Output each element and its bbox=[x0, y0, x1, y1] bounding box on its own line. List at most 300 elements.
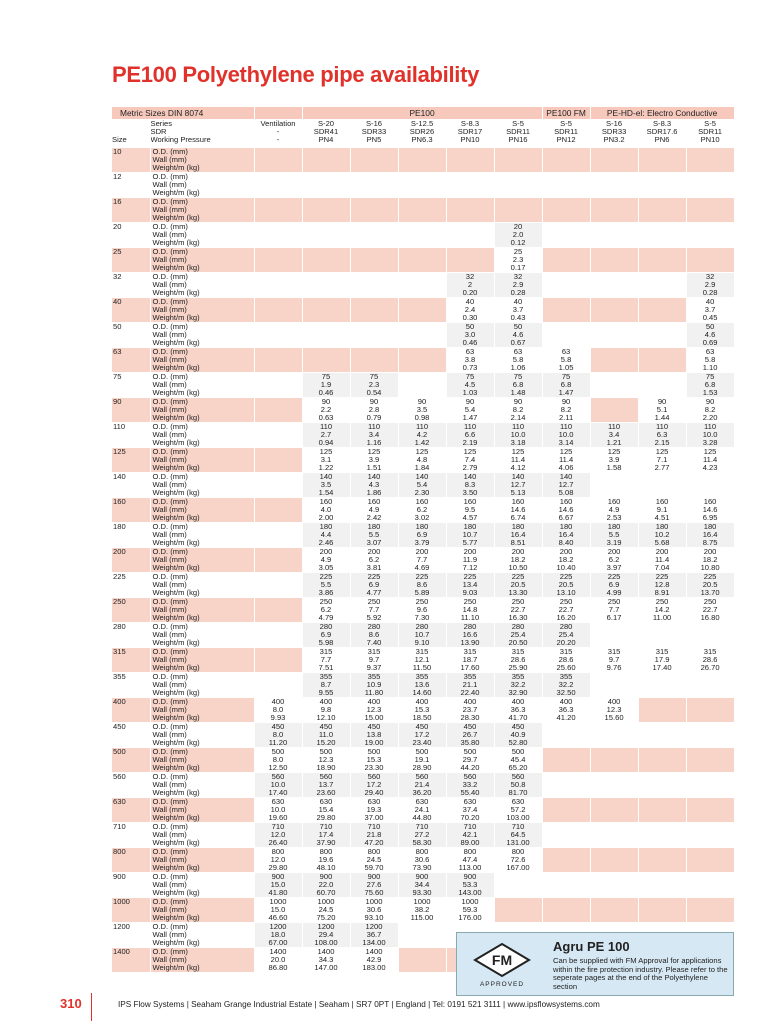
value-cell: 90 5.1 1.44 bbox=[638, 398, 686, 423]
value-cell bbox=[254, 273, 302, 298]
property-label: Wall (mm) bbox=[152, 280, 187, 289]
value-cell bbox=[302, 248, 350, 273]
property-label: O.D. (mm) bbox=[152, 622, 188, 631]
value-cell: 355 8.7 9.55 bbox=[302, 673, 350, 698]
property-label: Weight/m (kg) bbox=[152, 388, 200, 397]
value-cell bbox=[590, 748, 638, 773]
value-cell bbox=[254, 223, 302, 248]
value-cell: 280 25.4 20.50 bbox=[494, 623, 542, 648]
value-cell: 400 9.8 12.10 bbox=[302, 698, 350, 723]
value-cell bbox=[590, 848, 638, 873]
value-cell bbox=[638, 748, 686, 773]
value-cell bbox=[302, 223, 350, 248]
value-cell bbox=[398, 323, 446, 348]
property-label: Weight/m (kg) bbox=[152, 763, 200, 772]
value-cell bbox=[542, 873, 590, 898]
column-sdr: SDR17.6 bbox=[646, 127, 678, 136]
column-header bbox=[350, 119, 398, 148]
value-cell: 200 18.2 10.40 bbox=[542, 548, 590, 573]
column-series: Ventilation bbox=[260, 119, 296, 128]
value-cell: 710 21.8 47.20 bbox=[350, 823, 398, 848]
property-label: O.D. (mm) bbox=[152, 472, 188, 481]
value-cell: 75 1.9 0.46 bbox=[302, 373, 350, 398]
column-header bbox=[398, 119, 446, 148]
value-cell: 75 6.8 1.48 bbox=[494, 373, 542, 398]
value-cell bbox=[398, 298, 446, 323]
ventilation-group-header bbox=[254, 107, 302, 119]
property-label: Wall (mm) bbox=[152, 380, 187, 389]
value-cell bbox=[302, 198, 350, 223]
value-cell: 560 21.4 36.20 bbox=[398, 773, 446, 798]
property-label: Weight/m (kg) bbox=[152, 363, 200, 372]
value-cell: 140 4.3 1.86 bbox=[350, 473, 398, 498]
value-cell bbox=[254, 323, 302, 348]
value-cell: 1200 18.0 67.00 bbox=[254, 923, 302, 948]
value-cell: 90 3.5 0.98 bbox=[398, 398, 446, 423]
value-cell bbox=[686, 773, 734, 798]
working-pressure-label: Working Pressure bbox=[150, 135, 211, 144]
value-cell bbox=[254, 148, 302, 173]
value-cell: 225 6.9 4.77 bbox=[350, 573, 398, 598]
value-cell: 250 7.7 5.92 bbox=[350, 598, 398, 623]
column-header bbox=[686, 119, 734, 148]
value-cell bbox=[686, 623, 734, 648]
column-pn: PN10 bbox=[460, 135, 480, 144]
property-label: Weight/m (kg) bbox=[152, 163, 200, 172]
value-cell: 225 8.6 5.89 bbox=[398, 573, 446, 598]
page-title: PE100 Polyethylene pipe availability bbox=[112, 62, 480, 87]
value-cell: 280 25.4 20.20 bbox=[542, 623, 590, 648]
table-row bbox=[112, 773, 734, 798]
property-label: Weight/m (kg) bbox=[152, 463, 200, 472]
value-cell: 560 17.2 29.40 bbox=[350, 773, 398, 798]
value-cell bbox=[302, 298, 350, 323]
table-row bbox=[112, 648, 734, 673]
value-cell: 180 5.5 3.19 bbox=[590, 523, 638, 548]
value-cell bbox=[590, 373, 638, 398]
value-cell: 90 8.2 2.14 bbox=[494, 398, 542, 423]
value-cell bbox=[542, 748, 590, 773]
property-labels bbox=[150, 198, 254, 223]
column-sdr: SDR11 bbox=[506, 127, 530, 136]
property-label: Weight/m (kg) bbox=[152, 263, 200, 272]
size-cell: 900 bbox=[112, 873, 150, 898]
size-cell: 560 bbox=[112, 773, 150, 798]
table-row bbox=[112, 423, 734, 448]
column-series: S-16 bbox=[365, 119, 383, 128]
size-cell: 32 bbox=[112, 273, 150, 298]
property-label: O.D. (mm) bbox=[152, 397, 188, 406]
series-label-cell bbox=[150, 119, 254, 148]
value-cell: 110 10.0 3.18 bbox=[494, 423, 542, 448]
pe100-fm-group-header: PE100 FM bbox=[542, 107, 590, 119]
property-label: Wall (mm) bbox=[152, 755, 187, 764]
size-cell: 160 bbox=[112, 498, 150, 523]
property-label: O.D. (mm) bbox=[152, 322, 188, 331]
value-cell: 40 3.7 0.43 bbox=[494, 298, 542, 323]
value-cell: 160 6.2 3.02 bbox=[398, 498, 446, 523]
value-cell: 225 5.5 3.86 bbox=[302, 573, 350, 598]
value-cell: 63 5.8 1.10 bbox=[686, 348, 734, 373]
property-label: Weight/m (kg) bbox=[152, 813, 200, 822]
value-cell: 140 12.7 5.13 bbox=[494, 473, 542, 498]
property-labels bbox=[150, 898, 254, 923]
value-cell bbox=[254, 198, 302, 223]
value-cell bbox=[686, 698, 734, 723]
value-cell bbox=[494, 198, 542, 223]
value-cell: 140 3.5 1.54 bbox=[302, 473, 350, 498]
value-cell: 450 26.7 35.80 bbox=[446, 723, 494, 748]
size-cell: 140 bbox=[112, 473, 150, 498]
value-cell: 140 5.4 2.30 bbox=[398, 473, 446, 498]
property-label: Weight/m (kg) bbox=[152, 288, 200, 297]
value-cell bbox=[686, 223, 734, 248]
column-sdr: SDR33 bbox=[361, 127, 387, 136]
value-cell: 710 64.5 131.00 bbox=[494, 823, 542, 848]
value-cell: 250 7.7 6.17 bbox=[590, 598, 638, 623]
value-cell bbox=[686, 848, 734, 873]
property-labels bbox=[150, 223, 254, 248]
property-labels bbox=[150, 273, 254, 298]
value-cell bbox=[494, 898, 542, 923]
property-label: Wall (mm) bbox=[152, 880, 187, 889]
value-cell bbox=[398, 923, 446, 948]
value-cell bbox=[590, 298, 638, 323]
value-cell: 32 2 0.20 bbox=[446, 273, 494, 298]
property-label: Weight/m (kg) bbox=[152, 688, 200, 697]
value-cell: 500 45.4 65.20 bbox=[494, 748, 542, 773]
column-header bbox=[638, 119, 686, 148]
value-cell bbox=[638, 148, 686, 173]
value-cell bbox=[590, 198, 638, 223]
property-labels bbox=[150, 873, 254, 898]
value-cell: 400 12.3 15.60 bbox=[590, 698, 638, 723]
value-cell bbox=[590, 798, 638, 823]
value-cell: 1400 42.9 183.00 bbox=[350, 948, 398, 973]
property-label: Wall (mm) bbox=[152, 305, 187, 314]
value-cell: 450 17.2 23.40 bbox=[398, 723, 446, 748]
value-cell: 500 15.3 23.30 bbox=[350, 748, 398, 773]
property-label: Wall (mm) bbox=[152, 955, 187, 964]
property-label: O.D. (mm) bbox=[152, 447, 188, 456]
property-labels bbox=[150, 923, 254, 948]
value-cell: 800 47.4 113.00 bbox=[446, 848, 494, 873]
table-row bbox=[112, 598, 734, 623]
value-cell bbox=[542, 148, 590, 173]
value-cell bbox=[446, 148, 494, 173]
value-cell bbox=[590, 148, 638, 173]
value-cell: 500 29.7 44.20 bbox=[446, 748, 494, 773]
value-cell bbox=[398, 948, 446, 973]
value-cell bbox=[542, 173, 590, 198]
property-label: Weight/m (kg) bbox=[152, 863, 200, 872]
property-label: Wall (mm) bbox=[152, 655, 187, 664]
value-cell bbox=[302, 148, 350, 173]
size-cell: 50 bbox=[112, 323, 150, 348]
size-cell: 12 bbox=[112, 173, 150, 198]
value-cell: 630 19.3 37.00 bbox=[350, 798, 398, 823]
value-cell: 125 11.4 4.06 bbox=[542, 448, 590, 473]
property-label: Weight/m (kg) bbox=[152, 213, 200, 222]
column-pn: PN6 bbox=[654, 135, 670, 144]
value-cell: 50 4.6 0.69 bbox=[686, 323, 734, 348]
column-sdr: SDR33 bbox=[601, 127, 627, 136]
value-cell: 355 10.9 11.80 bbox=[350, 673, 398, 698]
value-cell: 630 10.0 19.60 bbox=[254, 798, 302, 823]
property-label: Weight/m (kg) bbox=[152, 613, 200, 622]
value-cell: 1400 34.3 147.00 bbox=[302, 948, 350, 973]
value-cell: 355 32.2 32.90 bbox=[494, 673, 542, 698]
table-row bbox=[112, 198, 734, 223]
value-cell bbox=[446, 248, 494, 273]
value-cell: 280 10.7 9.10 bbox=[398, 623, 446, 648]
property-labels bbox=[150, 573, 254, 598]
property-labels bbox=[150, 948, 254, 973]
value-cell: 315 28.6 25.90 bbox=[494, 648, 542, 673]
property-label: Wall (mm) bbox=[152, 155, 187, 164]
property-label: O.D. (mm) bbox=[152, 247, 188, 256]
property-label: Wall (mm) bbox=[152, 355, 187, 364]
property-label: Weight/m (kg) bbox=[152, 438, 200, 447]
value-cell: 355 32.2 32.50 bbox=[542, 673, 590, 698]
footer-divider bbox=[91, 993, 92, 1021]
property-label: Wall (mm) bbox=[152, 505, 187, 514]
value-cell bbox=[398, 248, 446, 273]
property-label: Weight/m (kg) bbox=[152, 413, 200, 422]
fm-box-text: Can be supplied with FM Approval for applications within the fire protection industry. Please refer to the seperate pages at the end of the Polyethylene section bbox=[553, 956, 728, 991]
property-label: Weight/m (kg) bbox=[152, 838, 200, 847]
property-label: Wall (mm) bbox=[152, 780, 187, 789]
value-cell bbox=[254, 548, 302, 573]
value-cell: 560 10.0 17.40 bbox=[254, 773, 302, 798]
value-cell: 710 17.4 37.90 bbox=[302, 823, 350, 848]
value-cell bbox=[254, 648, 302, 673]
table-row bbox=[112, 473, 734, 498]
table-row bbox=[112, 223, 734, 248]
property-labels bbox=[150, 748, 254, 773]
size-cell: 710 bbox=[112, 823, 150, 848]
value-cell bbox=[302, 273, 350, 298]
column-sdr: SDR11 bbox=[554, 127, 579, 136]
value-cell bbox=[686, 723, 734, 748]
property-label: Wall (mm) bbox=[152, 630, 187, 639]
value-cell: 225 20.5 13.70 bbox=[686, 573, 734, 598]
size-cell: 25 bbox=[112, 248, 150, 273]
value-cell: 90 2.8 0.79 bbox=[350, 398, 398, 423]
value-cell: 160 4.9 2.42 bbox=[350, 498, 398, 523]
value-cell bbox=[350, 198, 398, 223]
table-row bbox=[112, 823, 734, 848]
value-cell: 125 11.4 4.23 bbox=[686, 448, 734, 473]
column-pn: PN5 bbox=[366, 135, 382, 144]
value-cell bbox=[638, 698, 686, 723]
value-cell: 900 22.0 60.70 bbox=[302, 873, 350, 898]
column-pn: PN10 bbox=[700, 135, 720, 144]
value-cell: 200 6.2 3.97 bbox=[590, 548, 638, 573]
value-cell: 355 13.6 14.60 bbox=[398, 673, 446, 698]
value-cell bbox=[590, 723, 638, 748]
value-cell: 180 4.4 2.46 bbox=[302, 523, 350, 548]
property-labels bbox=[150, 148, 254, 173]
value-cell: 500 8.0 12.50 bbox=[254, 748, 302, 773]
property-label: O.D. (mm) bbox=[152, 422, 188, 431]
value-cell: 900 27.6 75.60 bbox=[350, 873, 398, 898]
value-cell bbox=[542, 223, 590, 248]
value-cell bbox=[350, 223, 398, 248]
value-cell bbox=[350, 298, 398, 323]
value-cell: 20 2.0 0.12 bbox=[494, 223, 542, 248]
value-cell: 400 23.7 28.30 bbox=[446, 698, 494, 723]
value-cell: 110 3.4 1.21 bbox=[590, 423, 638, 448]
property-label: O.D. (mm) bbox=[152, 197, 188, 206]
property-label: O.D. (mm) bbox=[152, 697, 188, 706]
column-header bbox=[494, 119, 542, 148]
column-header-row bbox=[112, 119, 734, 148]
column-sdr: SDR11 bbox=[698, 127, 723, 136]
property-label: Wall (mm) bbox=[152, 605, 187, 614]
property-label: Wall (mm) bbox=[152, 555, 187, 564]
value-cell bbox=[494, 873, 542, 898]
property-label: Weight/m (kg) bbox=[152, 738, 200, 747]
property-label: Wall (mm) bbox=[152, 330, 187, 339]
fm-approval-box bbox=[456, 932, 734, 996]
table-row bbox=[112, 298, 734, 323]
value-cell: 110 6.3 2.15 bbox=[638, 423, 686, 448]
property-label: O.D. (mm) bbox=[152, 297, 188, 306]
value-cell bbox=[446, 198, 494, 223]
value-cell: 160 4.9 2.53 bbox=[590, 498, 638, 523]
value-cell: 450 40.9 52.80 bbox=[494, 723, 542, 748]
value-cell bbox=[638, 798, 686, 823]
value-cell bbox=[398, 348, 446, 373]
column-pn: PN6.3 bbox=[411, 135, 433, 144]
value-cell bbox=[254, 623, 302, 648]
property-label: O.D. (mm) bbox=[152, 897, 188, 906]
property-label: Weight/m (kg) bbox=[152, 913, 200, 922]
column-header bbox=[302, 119, 350, 148]
value-cell bbox=[254, 473, 302, 498]
value-cell: 160 14.6 6.74 bbox=[494, 498, 542, 523]
value-cell: 110 6.6 2.19 bbox=[446, 423, 494, 448]
value-cell: 160 14.6 6.95 bbox=[686, 498, 734, 523]
property-labels bbox=[150, 798, 254, 823]
size-cell: 10 bbox=[112, 148, 150, 173]
value-cell: 1000 24.5 75.20 bbox=[302, 898, 350, 923]
value-cell bbox=[542, 798, 590, 823]
value-cell: 225 12.8 8.91 bbox=[638, 573, 686, 598]
column-header bbox=[446, 119, 494, 148]
column-series: S-8.3 bbox=[652, 119, 672, 128]
value-cell bbox=[590, 223, 638, 248]
value-cell bbox=[590, 823, 638, 848]
value-cell bbox=[638, 248, 686, 273]
size-cell: 16 bbox=[112, 198, 150, 223]
property-label: O.D. (mm) bbox=[152, 947, 188, 956]
value-cell bbox=[686, 248, 734, 273]
value-cell bbox=[254, 573, 302, 598]
property-label: Weight/m (kg) bbox=[152, 238, 200, 247]
value-cell bbox=[254, 598, 302, 623]
value-cell bbox=[686, 798, 734, 823]
value-cell: 32 2.9 0.28 bbox=[686, 273, 734, 298]
table-row bbox=[112, 273, 734, 298]
table-row bbox=[112, 673, 734, 698]
value-cell: 110 2.7 0.94 bbox=[302, 423, 350, 448]
value-cell: 200 4.9 3.05 bbox=[302, 548, 350, 573]
property-label: Weight/m (kg) bbox=[152, 938, 200, 947]
value-cell: 450 13.8 19.00 bbox=[350, 723, 398, 748]
value-cell: 1200 29.4 108.00 bbox=[302, 923, 350, 948]
column-sdr: SDR17 bbox=[457, 127, 483, 136]
value-cell: 200 18.2 10.50 bbox=[494, 548, 542, 573]
size-cell: 355 bbox=[112, 673, 150, 698]
value-cell bbox=[638, 773, 686, 798]
value-cell: 90 8.2 2.20 bbox=[686, 398, 734, 423]
value-cell: 125 11.4 4.12 bbox=[494, 448, 542, 473]
value-cell: 1000 30.6 93.10 bbox=[350, 898, 398, 923]
property-label: Weight/m (kg) bbox=[152, 638, 200, 647]
property-label: Wall (mm) bbox=[152, 405, 187, 414]
value-cell bbox=[302, 323, 350, 348]
column-header bbox=[254, 119, 302, 148]
value-cell bbox=[686, 198, 734, 223]
size-cell: 800 bbox=[112, 848, 150, 873]
property-label: Wall (mm) bbox=[152, 230, 187, 239]
pipe-availability-table bbox=[112, 107, 735, 973]
value-cell bbox=[638, 848, 686, 873]
size-cell: 200 bbox=[112, 548, 150, 573]
property-label: Weight/m (kg) bbox=[152, 888, 200, 897]
column-pn: PN16 bbox=[508, 135, 528, 144]
value-cell bbox=[638, 723, 686, 748]
property-label: O.D. (mm) bbox=[152, 872, 188, 881]
value-cell: 225 20.5 13.10 bbox=[542, 573, 590, 598]
value-cell: 250 9.6 7.30 bbox=[398, 598, 446, 623]
value-cell bbox=[398, 173, 446, 198]
value-cell: 110 3.4 1.16 bbox=[350, 423, 398, 448]
value-cell: 250 14.8 11.10 bbox=[446, 598, 494, 623]
property-label: Weight/m (kg) bbox=[152, 513, 200, 522]
value-cell: 225 20.5 13.30 bbox=[494, 573, 542, 598]
size-cell: 20 bbox=[112, 223, 150, 248]
property-label: Weight/m (kg) bbox=[152, 713, 200, 722]
size-cell: 63 bbox=[112, 348, 150, 373]
property-label: O.D. (mm) bbox=[152, 497, 188, 506]
series-label: Series bbox=[150, 119, 173, 128]
value-cell bbox=[686, 823, 734, 848]
value-cell: 250 22.7 16.20 bbox=[542, 598, 590, 623]
property-label: O.D. (mm) bbox=[152, 822, 188, 831]
property-label: O.D. (mm) bbox=[152, 772, 188, 781]
value-cell: 75 4.5 1.03 bbox=[446, 373, 494, 398]
table-row bbox=[112, 848, 734, 873]
value-cell bbox=[542, 823, 590, 848]
property-label: Weight/m (kg) bbox=[152, 313, 200, 322]
value-cell: 90 8.2 2.11 bbox=[542, 398, 590, 423]
value-cell: 110 10.0 3.14 bbox=[542, 423, 590, 448]
value-cell: 160 9.5 4.57 bbox=[446, 498, 494, 523]
property-label: Weight/m (kg) bbox=[152, 588, 200, 597]
value-cell: 160 14.6 6.67 bbox=[542, 498, 590, 523]
table-row bbox=[112, 373, 734, 398]
property-labels bbox=[150, 373, 254, 398]
size-cell: 630 bbox=[112, 798, 150, 823]
value-cell bbox=[686, 148, 734, 173]
size-cell: 1000 bbox=[112, 898, 150, 923]
value-cell bbox=[638, 898, 686, 923]
value-cell: 710 27.2 58.30 bbox=[398, 823, 446, 848]
size-cell: 1400 bbox=[112, 948, 150, 973]
